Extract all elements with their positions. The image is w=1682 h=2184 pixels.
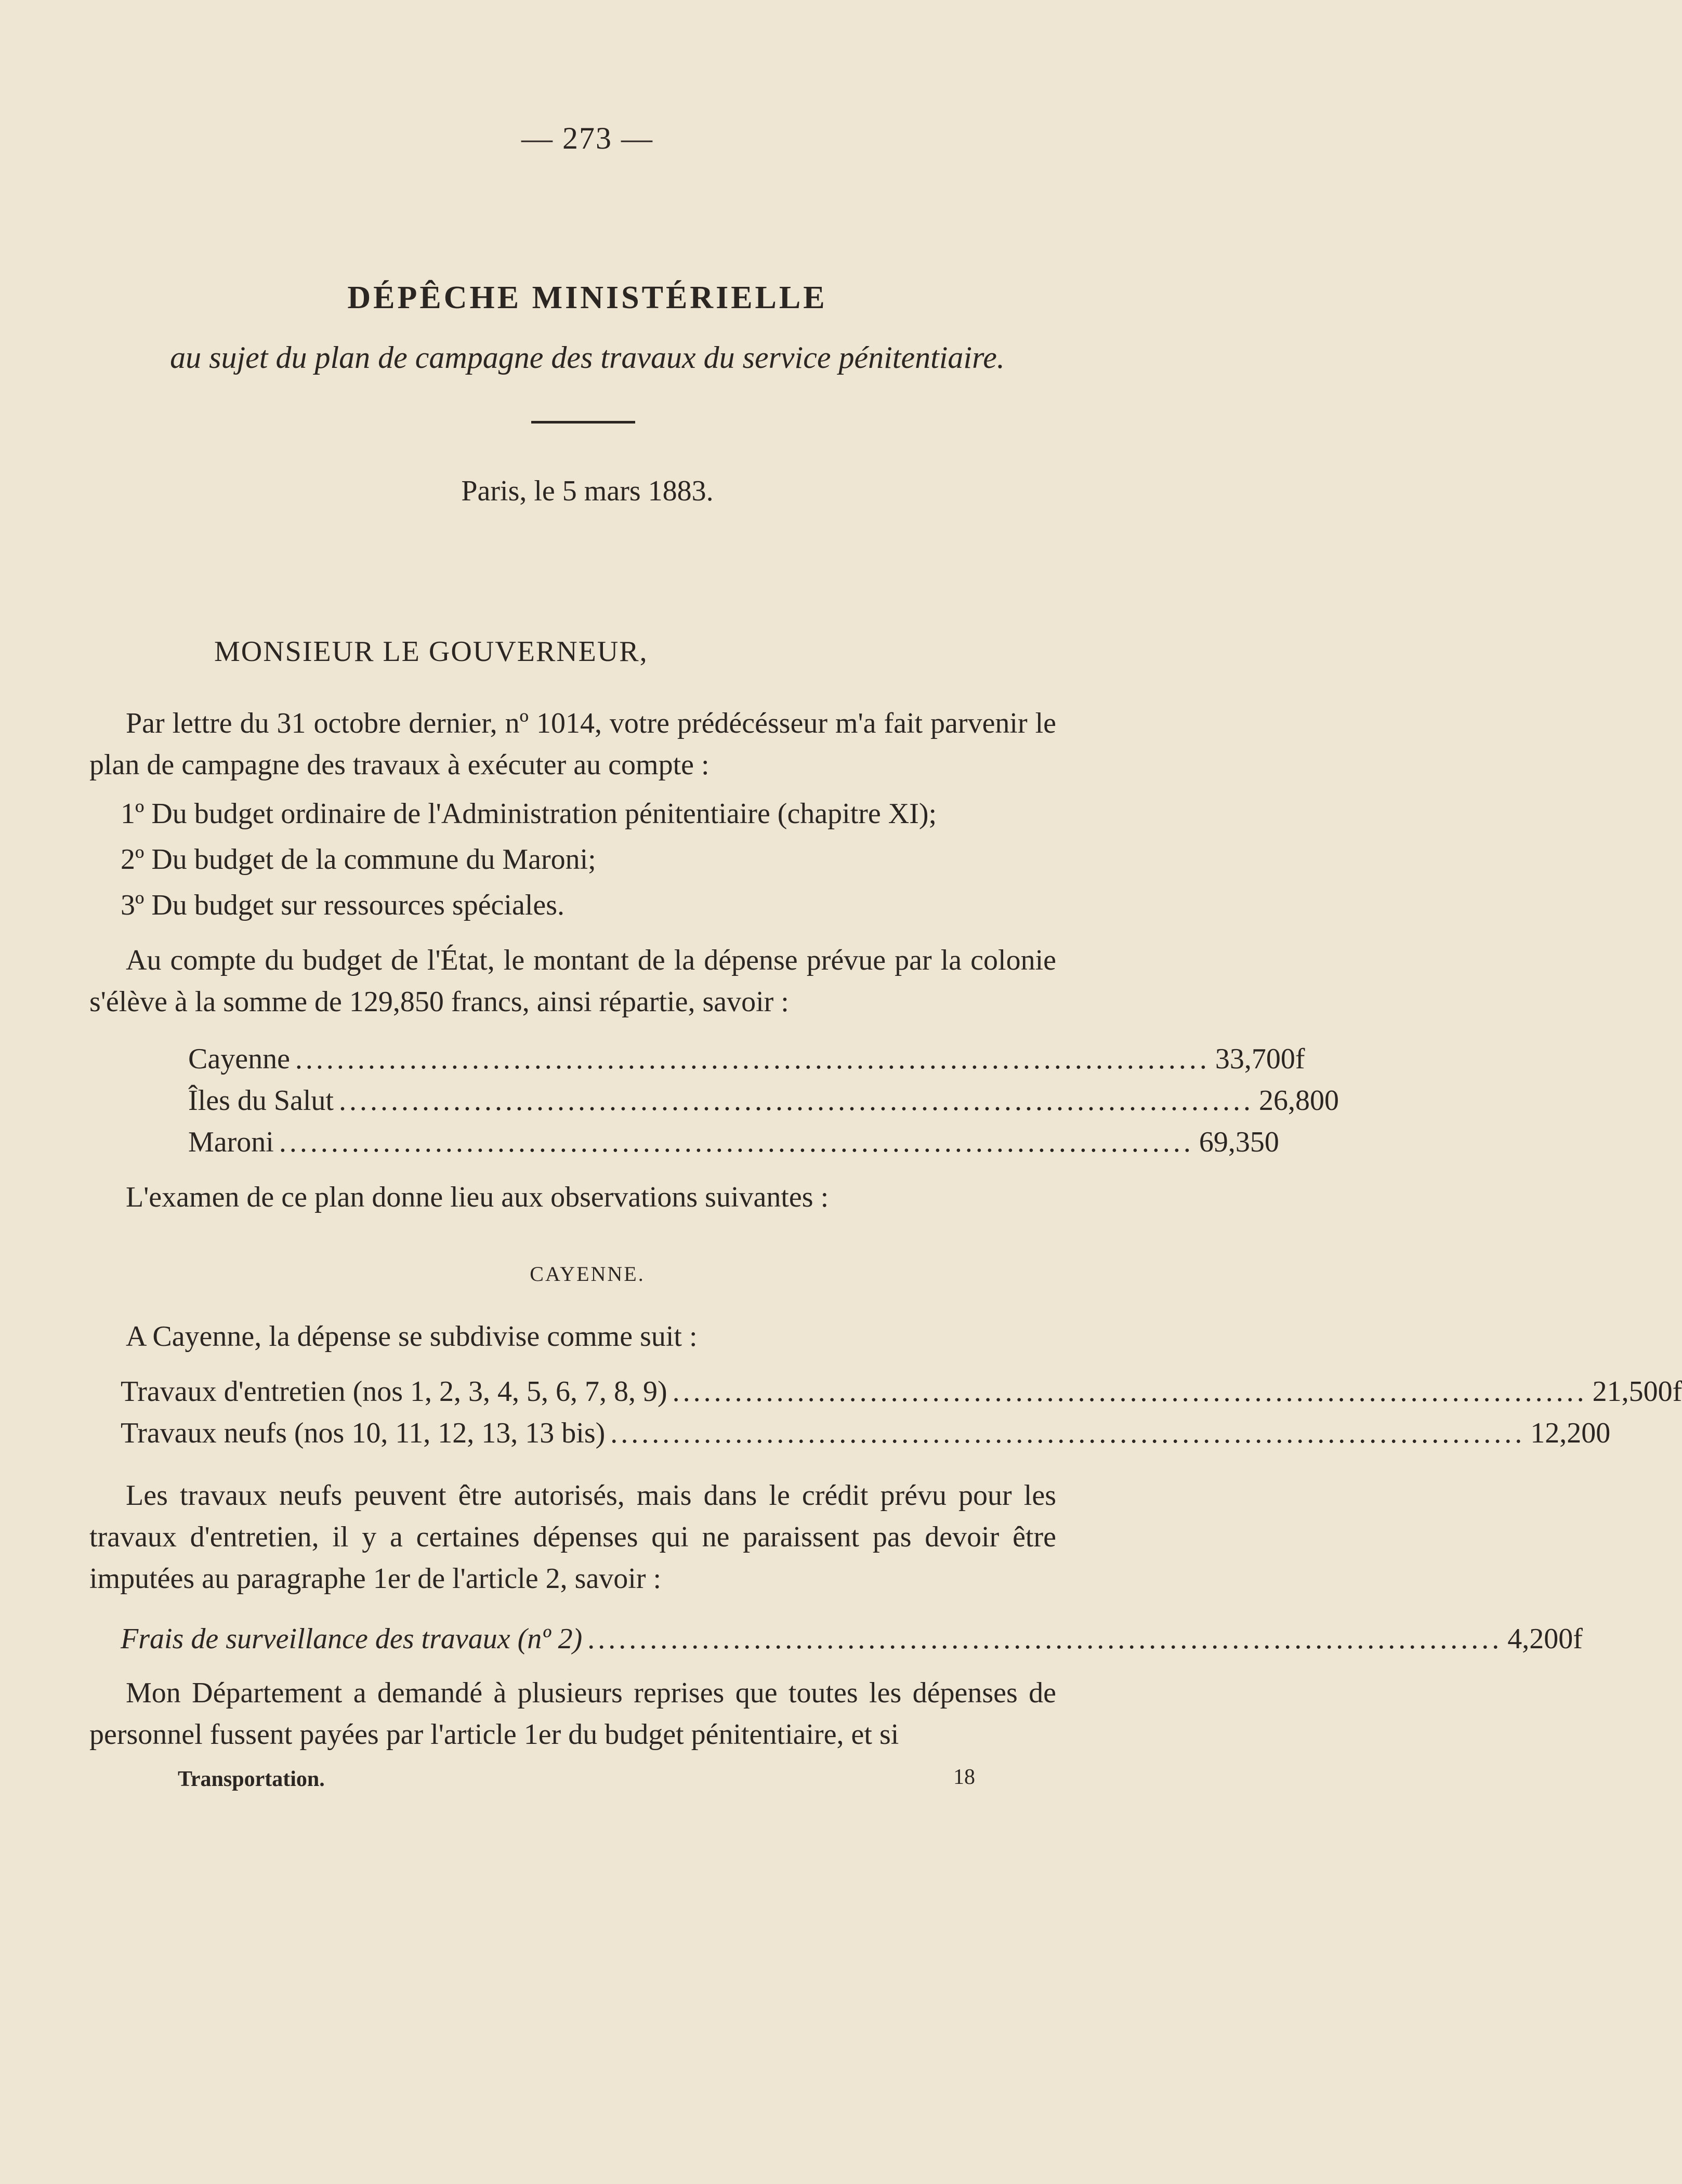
table-row bbox=[121, 1412, 1611, 1454]
table-row bbox=[188, 1121, 1279, 1163]
list-item: 3º Du budget sur ressources spéciales. bbox=[121, 889, 565, 921]
row-label: Maroni bbox=[188, 1126, 274, 1158]
salutation: MONSIEUR LE GOUVERNEUR, bbox=[214, 636, 648, 668]
list-item: 2º Du budget de la commune du Maroni; bbox=[121, 843, 596, 876]
paragraph-1: Par lettre du 31 octobre dernier, nº 1014, votre prédécésseur m'a fait parvenir le plan de campagne des travaux à exécuter au compte : bbox=[89, 707, 1056, 781]
dot-leader: ........................................................................................ bbox=[295, 1043, 1210, 1075]
title-divider bbox=[531, 421, 635, 423]
table-row bbox=[121, 1371, 1682, 1412]
paragraph-6: Mon Département a demandé à plusieurs reprises que toutes les dépenses de personnel fussent payées par l'article 1er du budget pénitentiaire, et si bbox=[89, 1677, 1056, 1751]
page-title: DÉPÊCHE MINISTÉRIELLE bbox=[347, 280, 827, 315]
dot-leader: ........................................................................................ bbox=[338, 1084, 1254, 1117]
row-amount: 12,200 bbox=[1530, 1417, 1611, 1449]
dot-leader: ........................................................................................ bbox=[587, 1623, 1503, 1655]
paragraph-4: A Cayenne, la dépense se subdivise comme suit : bbox=[126, 1320, 698, 1353]
row-label: Travaux d'entretien (nos 1, 2, 3, 4, 5, 6, 7, 8, 9) bbox=[121, 1375, 667, 1408]
paragraph-3: L'examen de ce plan donne lieu aux observations suivantes : bbox=[126, 1181, 829, 1213]
paragraph-5: Les travaux neufs peuvent être autorisés, mais dans le crédit prévu pour les travaux d'entretien, il y a certaines dépenses qui ne paraissent pas devoir être imputées au paragraphe 1er de l'article 2, savoir : bbox=[89, 1479, 1056, 1595]
dot-leader: ........................................................................................ bbox=[279, 1126, 1194, 1158]
row-amount: 33,700f bbox=[1215, 1043, 1305, 1075]
footer-signature: Transportation. bbox=[178, 1767, 325, 1791]
table-row bbox=[121, 1618, 1583, 1660]
list-item: 1º Du budget ordinaire de l'Administration pénitentiaire (chapitre XI); bbox=[121, 798, 937, 830]
table-row bbox=[188, 1080, 1339, 1121]
repartition-table bbox=[188, 1038, 1339, 1163]
row-amount: 4,200f bbox=[1507, 1623, 1583, 1655]
row-amount: 26,800 bbox=[1258, 1084, 1339, 1117]
page-number: — 273 — bbox=[521, 121, 653, 155]
row-label: Frais de surveillance des travaux (nº 2) bbox=[121, 1623, 583, 1655]
row-label: Cayenne bbox=[188, 1043, 290, 1075]
footer-signature-number: 18 bbox=[953, 1765, 975, 1789]
row-label: Travaux neufs (nos 10, 11, 12, 13, 13 bis) bbox=[121, 1417, 606, 1449]
paragraph-2: Au compte du budget de l'État, le montant de la dépense prévue par la colonie s'élève à la somme de 129,850 francs, ainsi répartie, savoir : bbox=[89, 944, 1056, 1018]
row-amount: 69,350 bbox=[1199, 1126, 1279, 1158]
row-label: Îles du Salut bbox=[188, 1084, 334, 1117]
page-subtitle: au sujet du plan de campagne des travaux du service pénitentiaire. bbox=[170, 340, 1005, 375]
travaux-table bbox=[121, 1371, 1682, 1454]
place-date: Paris, le 5 mars 1883. bbox=[461, 475, 714, 507]
table-row bbox=[188, 1038, 1305, 1080]
dot-leader: ........................................................................................ bbox=[672, 1375, 1587, 1408]
section-heading: CAYENNE. bbox=[530, 1262, 645, 1286]
row-amount: 21,500f bbox=[1592, 1375, 1682, 1408]
dot-leader: ........................................................................................ bbox=[610, 1417, 1526, 1449]
frais-row bbox=[121, 1618, 1583, 1660]
